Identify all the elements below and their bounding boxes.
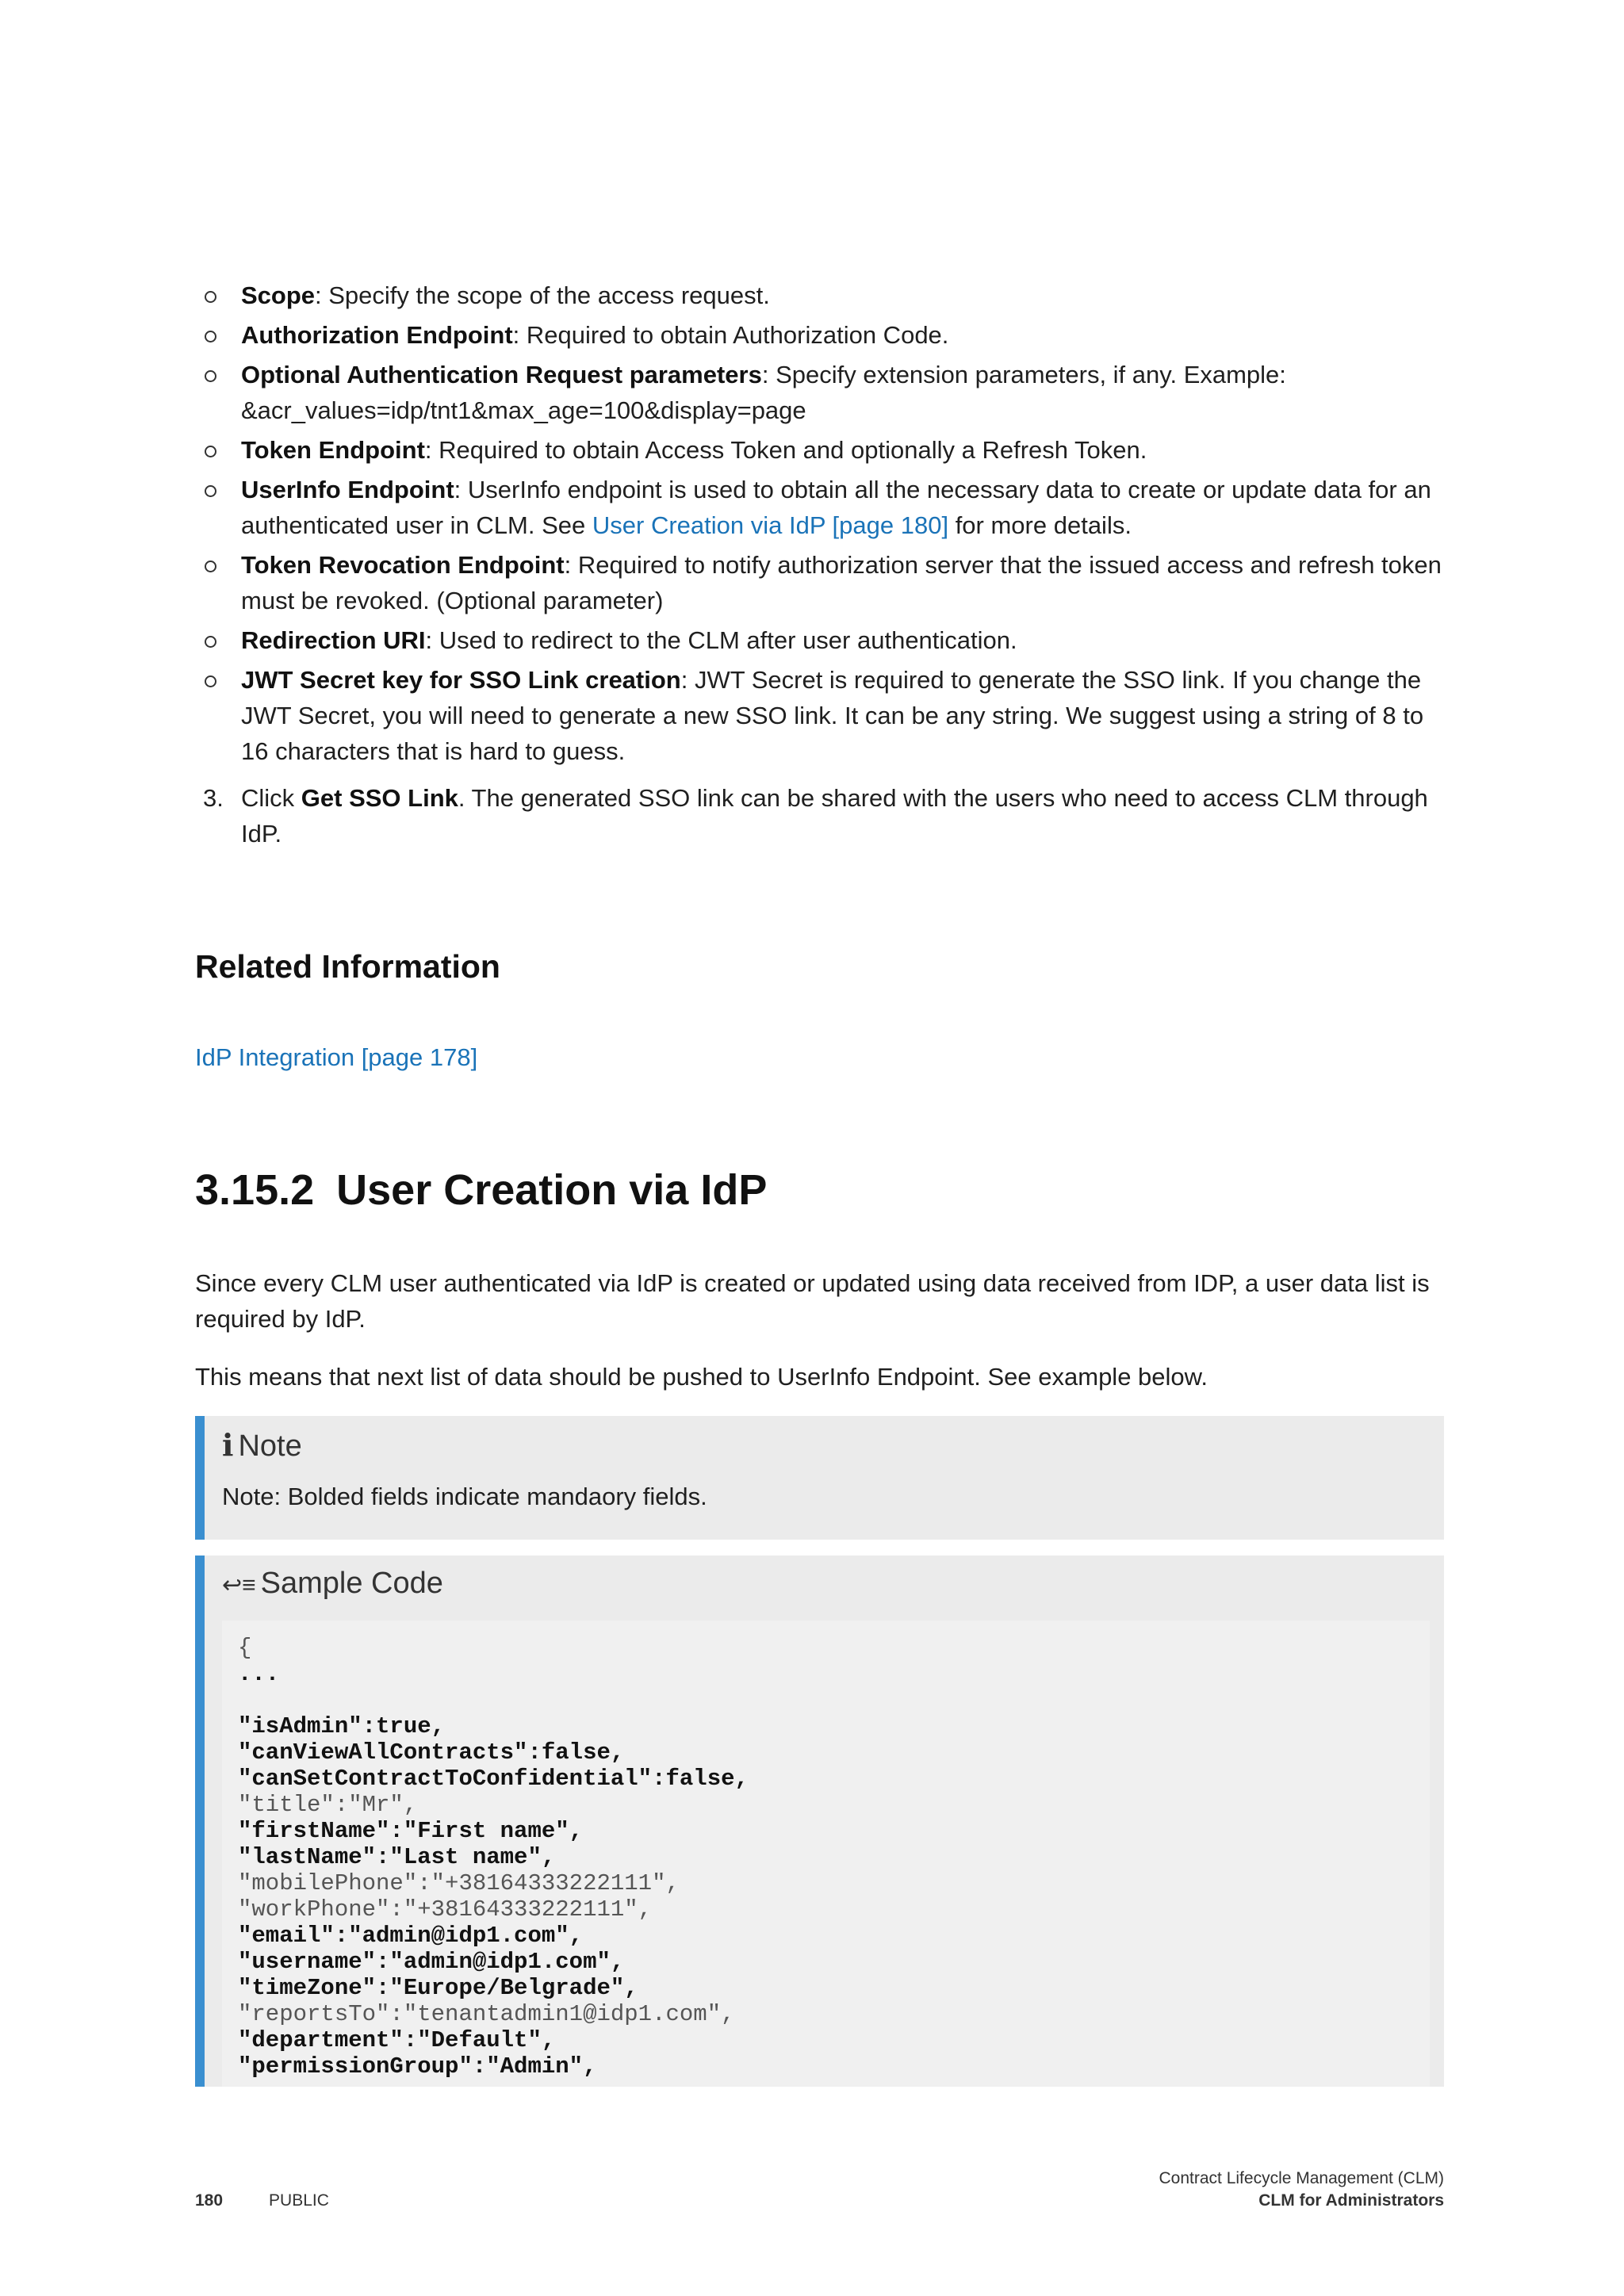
code-line: "mobilePhone":"+38164333222111", (238, 1870, 680, 1896)
user-creation-link[interactable]: User Creation via IdP [page 180] (592, 511, 949, 539)
step-text-after: . The generated SSO link can be shared with the users who need to access CLM through IdP. (241, 784, 1428, 848)
code-line: "title":"Mr", (238, 1792, 418, 1818)
code-line: "canViewAllContracts":false, (238, 1739, 625, 1766)
example-paragraph: This means that next list of data should be pushed to UserInfo Endpoint. See example below. (195, 1363, 1208, 1391)
list-item (195, 472, 1444, 543)
sample-code-header (222, 1567, 443, 1601)
list-item (195, 432, 1444, 468)
idp-integration-link[interactable]: IdP Integration [page 178] (195, 1043, 478, 1071)
list-item (195, 622, 1444, 658)
term: Redirection URI (241, 626, 426, 654)
footer-left (195, 2191, 329, 2210)
term: Optional Authentication Request parameters (241, 361, 762, 388)
code-line: "timeZone":"Europe/Belgrade", (238, 1975, 638, 2001)
description: : Required to obtain Access Token and optionally a Refresh Token. (424, 436, 1147, 464)
step-number: 3. (203, 784, 224, 812)
footer-right (1159, 2168, 1444, 2212)
list-item (195, 662, 1444, 769)
code-line: "permissionGroup":"Admin", (238, 2053, 597, 2080)
description: : Required to notify authorization server that the issued access and refresh token must be revoked. (Optional parameter) (241, 551, 1442, 614)
description: : JWT Secret is required to generate the SSO link. If you change the JWT Secret, you will need to generate a new SSO link. It can be any string. We suggest using a string of 8 to 16 characters that is hard to guess. (241, 666, 1424, 765)
sample-code-box (195, 1556, 1444, 2087)
code-block[interactable] (222, 1621, 1430, 2087)
term: Authorization Endpoint (241, 321, 513, 349)
section-number: 3.15.2 (195, 1166, 315, 1214)
description: : Required to obtain Authorization Code. (512, 321, 949, 349)
page-number: 180 (195, 2191, 224, 2210)
related-information-heading: Related Information (195, 948, 500, 985)
product-name: Contract Lifecycle Management (CLM) (1159, 2169, 1444, 2187)
list-item (195, 277, 1444, 313)
code-line: "lastName":"Last name", (238, 1844, 556, 1870)
info-icon: i (222, 1427, 234, 1463)
intro-paragraph: Since every CLM user authenticated via IdP is created or updated using data received from IDP, a user data list is required by IdP. (195, 1269, 1430, 1333)
description-tail: for more details. (948, 511, 1132, 539)
parameter-list (195, 277, 1444, 773)
list-item (195, 547, 1444, 618)
section-heading (195, 1165, 767, 1215)
term: Scope (241, 281, 316, 309)
code-line: "firstName":"First name", (238, 1818, 584, 1844)
section-title: User Creation via IdP (336, 1166, 768, 1214)
term: JWT Secret key for SSO Link creation (241, 666, 681, 694)
code-line: "isAdmin":true, (238, 1713, 446, 1739)
code-line: "username":"admin@idp1.com", (238, 1949, 625, 1975)
description: : Used to redirect to the CLM after user authentication. (425, 626, 1017, 654)
step-action: Get SSO Link (301, 784, 458, 812)
description: : Specify the scope of the access request. (315, 281, 770, 309)
code-line: { (238, 1635, 252, 1661)
code-line: "reportsTo":"tenantadmin1@idp1.com", (238, 2001, 735, 2027)
code-line: "workPhone":"+38164333222111", (238, 1896, 653, 1923)
code-line: "canSetContractToConfidential":false, (238, 1766, 749, 1792)
classification-label: PUBLIC (269, 2191, 329, 2210)
term: UserInfo Endpoint (241, 476, 454, 503)
term: Token Revocation Endpoint (241, 551, 565, 579)
step-text-before: Click (241, 784, 301, 812)
code-line: ... (238, 1661, 280, 1687)
note-text: Note: Bolded fields indicate mandaory fields. (222, 1483, 707, 1510)
list-item (195, 317, 1444, 353)
note-header (222, 1427, 302, 1464)
code-line (238, 1687, 1414, 1713)
document-title: CLM for Administrators (1258, 2191, 1444, 2210)
step-3 (195, 780, 1444, 851)
code-line: "department":"Default", (238, 2027, 556, 2053)
sample-code-title: Sample Code (260, 1567, 443, 1600)
code-line: "email":"admin@idp1.com", (238, 1923, 584, 1949)
list-item (195, 357, 1444, 428)
description: : UserInfo endpoint is used to obtain all the necessary data to create or update data for an authenticated user in CLM. See (241, 476, 1431, 539)
note-box (195, 1416, 1444, 1540)
term: Token Endpoint (241, 436, 425, 464)
note-title: Note (238, 1429, 302, 1463)
description: : Specify extension parameters, if any. Example: &acr_values=idp/tnt1&max_age=100&display=page (241, 361, 1286, 424)
code-icon: ↩≡ (222, 1572, 256, 1598)
